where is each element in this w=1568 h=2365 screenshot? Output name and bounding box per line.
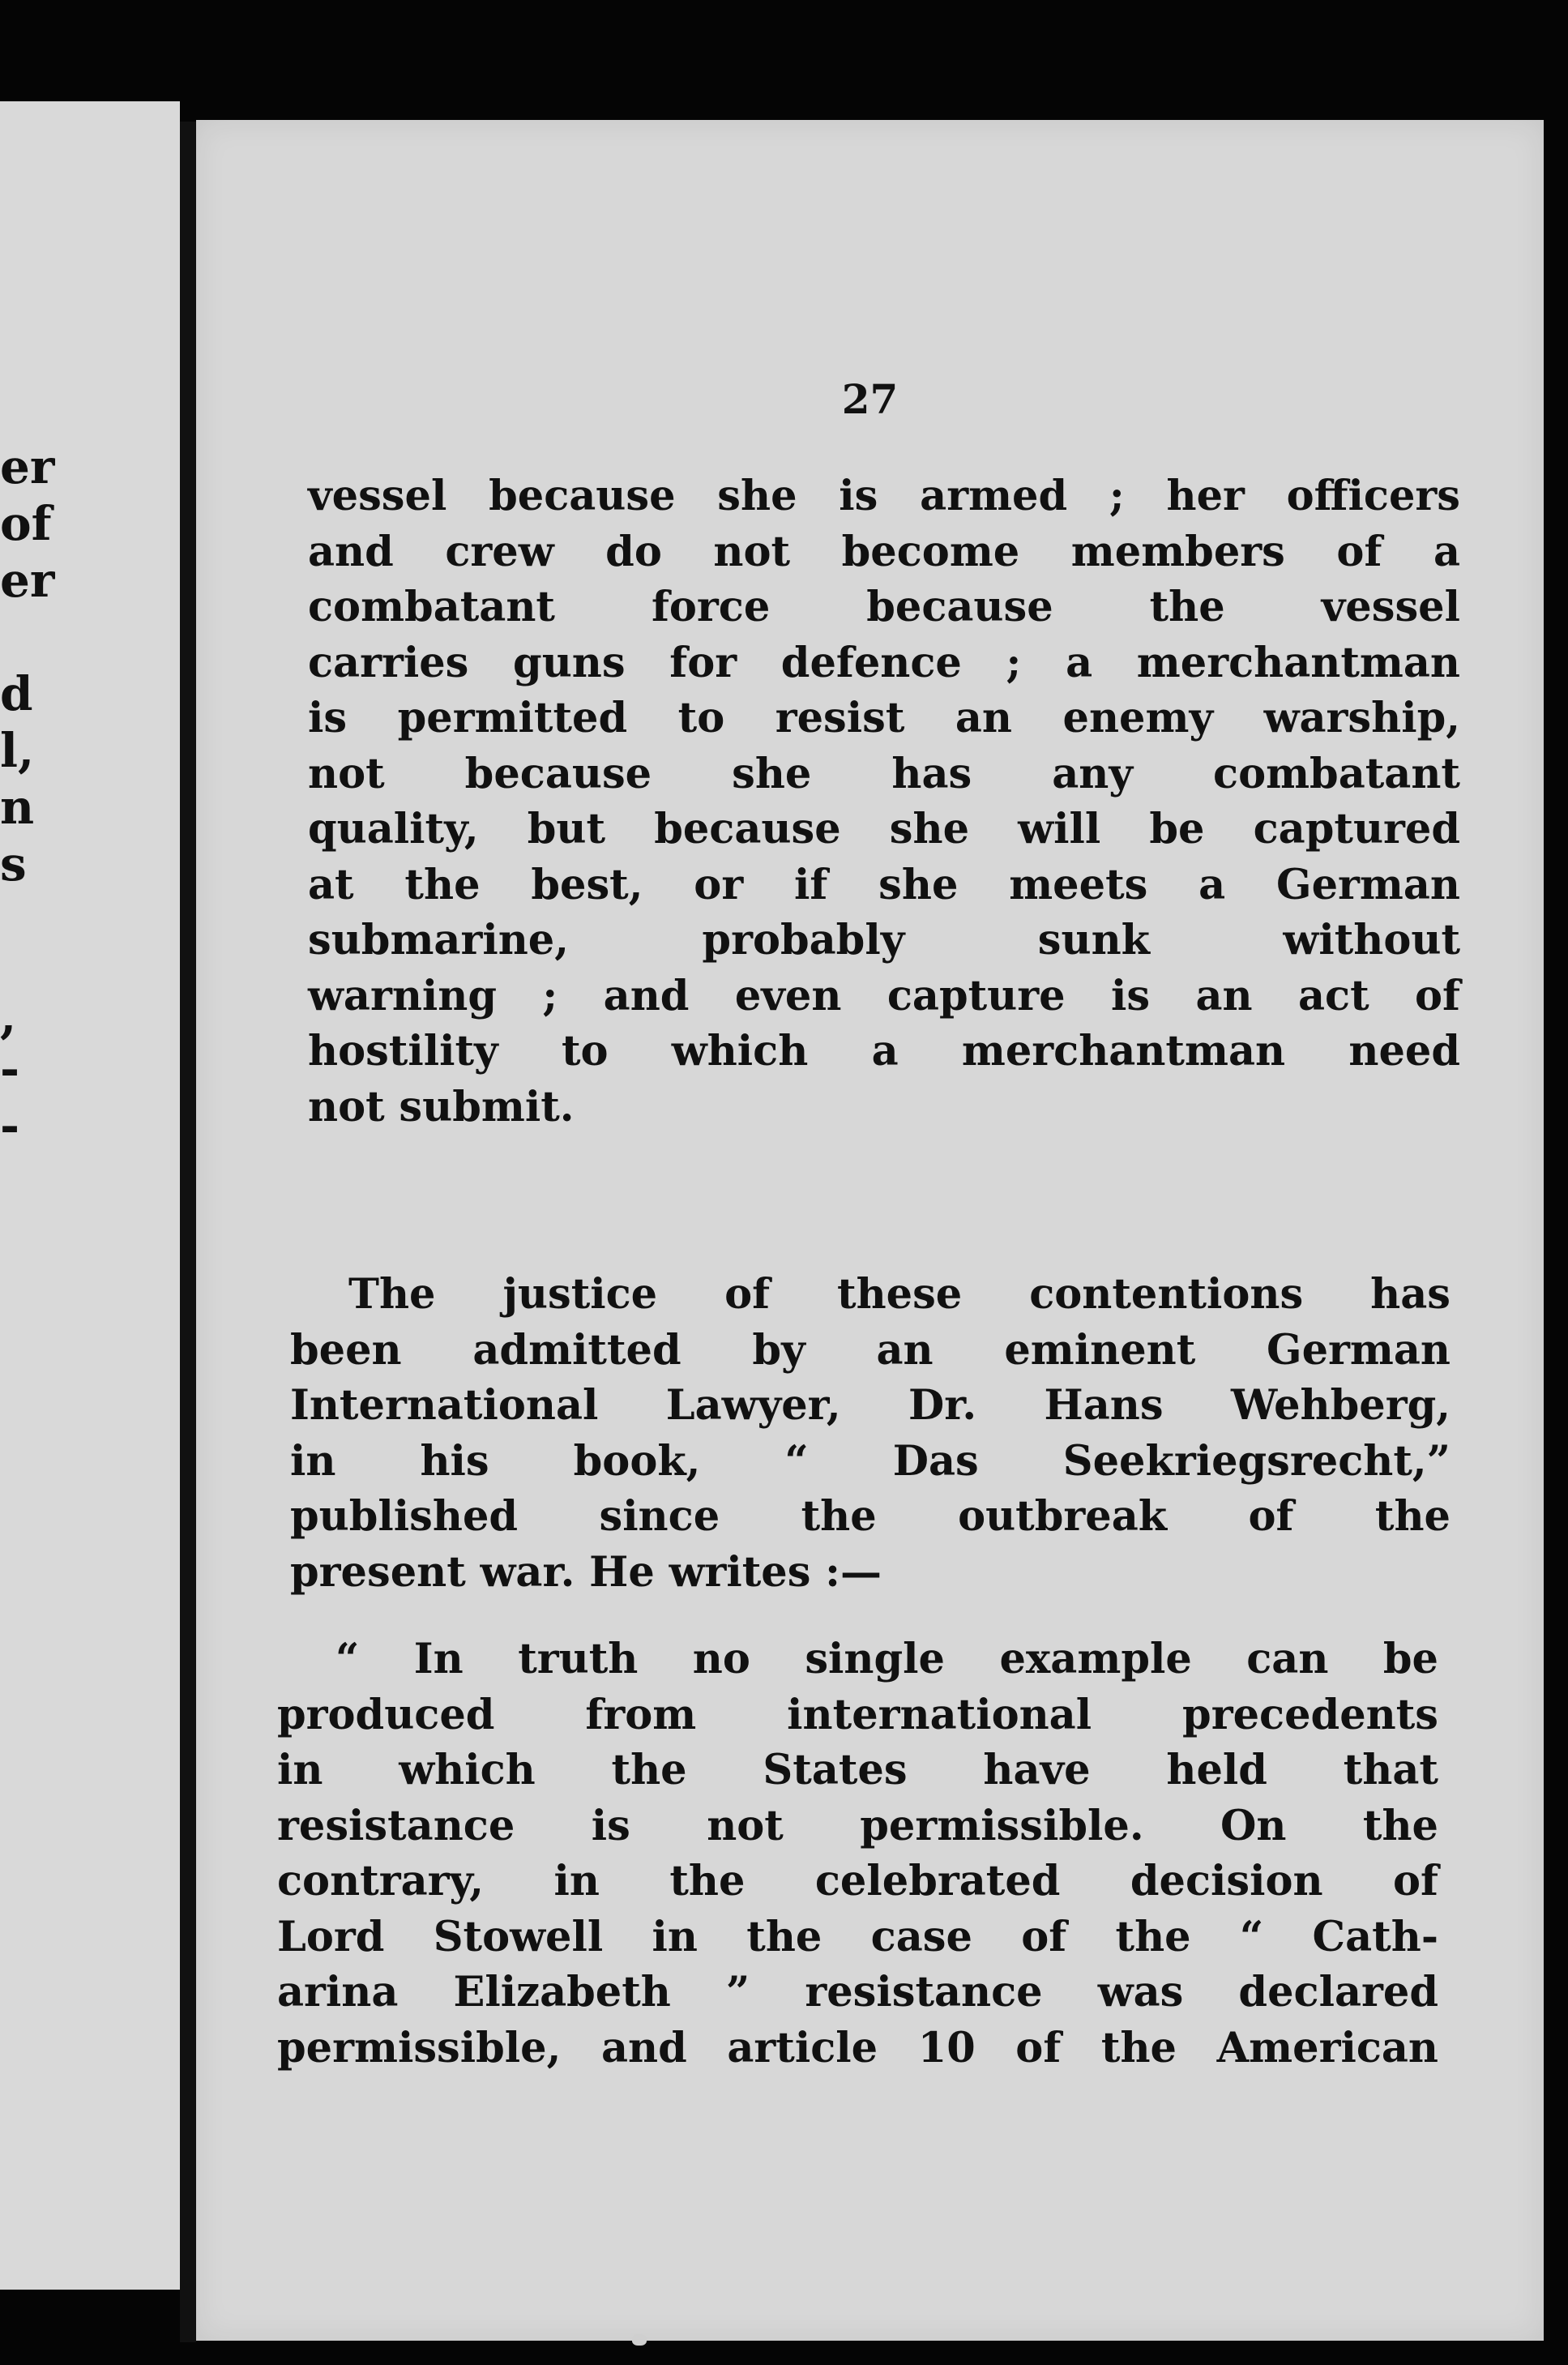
text-line: vessel because she is armed ; her officers [308,472,1460,520]
text-line: not because she has any combatant [308,749,1460,798]
left-page-fragment: n [0,780,35,835]
text-line: contrary, in the celebrated decision of [277,1857,1438,1905]
text-line: in which the States have held that [277,1746,1438,1794]
previous-page-edge [0,101,180,2290]
text-line: “ In truth no single example can be [335,1635,1438,1683]
text-line: not submit. [308,1082,575,1131]
text-line: is permitted to resist an enemy warship, [308,694,1460,742]
text-line: resistance is not permissible. On the [277,1801,1438,1850]
text-line: quality, but because she will be captured [308,805,1460,853]
scan-artifact [632,2334,647,2346]
left-page-fragment: er [0,553,55,608]
text-line: Lord Stowell in the case of the “ Cath- [277,1912,1438,1961]
left-page-fragment: of [0,496,52,551]
left-page-fragment: , [0,989,17,1044]
text-line: published since the outbreak of the [290,1492,1451,1541]
paragraph-continuation [308,468,1460,1135]
text-line: been admitted by an eminent German [290,1325,1451,1375]
left-page-fragment: d [0,666,33,721]
text-line: permissible, and article 10 of the American [277,2023,1438,2072]
left-page-fragment: s [0,836,27,892]
text-line: hostility to which a merchantman need [308,1027,1460,1076]
paragraph-wehberg [290,1267,1451,1600]
text-line: submarine, probably sunk without [308,916,1460,964]
text-line: and crew do not become members of a [308,527,1460,576]
text-line: present war. He writes :— [290,1547,882,1597]
text-line: The justice of these contentions has [348,1270,1451,1319]
text-line: in his book, “ Das Seekriegsrecht,” [290,1436,1451,1486]
text-line: International Lawyer, Dr. Hans Wehberg, [290,1381,1451,1430]
text-line: combatant force because the vessel [308,583,1460,631]
text-line: warning ; and even capture is an act of [308,971,1460,1020]
paragraph-quotation [277,1632,1438,2076]
left-page-fragment: - [0,1041,20,1097]
book-page [196,120,1544,2341]
page-number: 27 [841,375,899,423]
text-line: carries guns for defence ; a merchantman [308,638,1460,687]
left-page-fragment: - [0,1098,20,1153]
text-line: at the best, or if she meets a German [308,860,1460,909]
binding-gutter [180,122,196,2342]
left-page-fragment: er [0,439,55,494]
text-line: produced from international precedents [277,1690,1438,1739]
text-line: arina Elizabeth ” resistance was declared [277,1968,1438,2016]
left-page-fragment: l, [0,723,35,778]
